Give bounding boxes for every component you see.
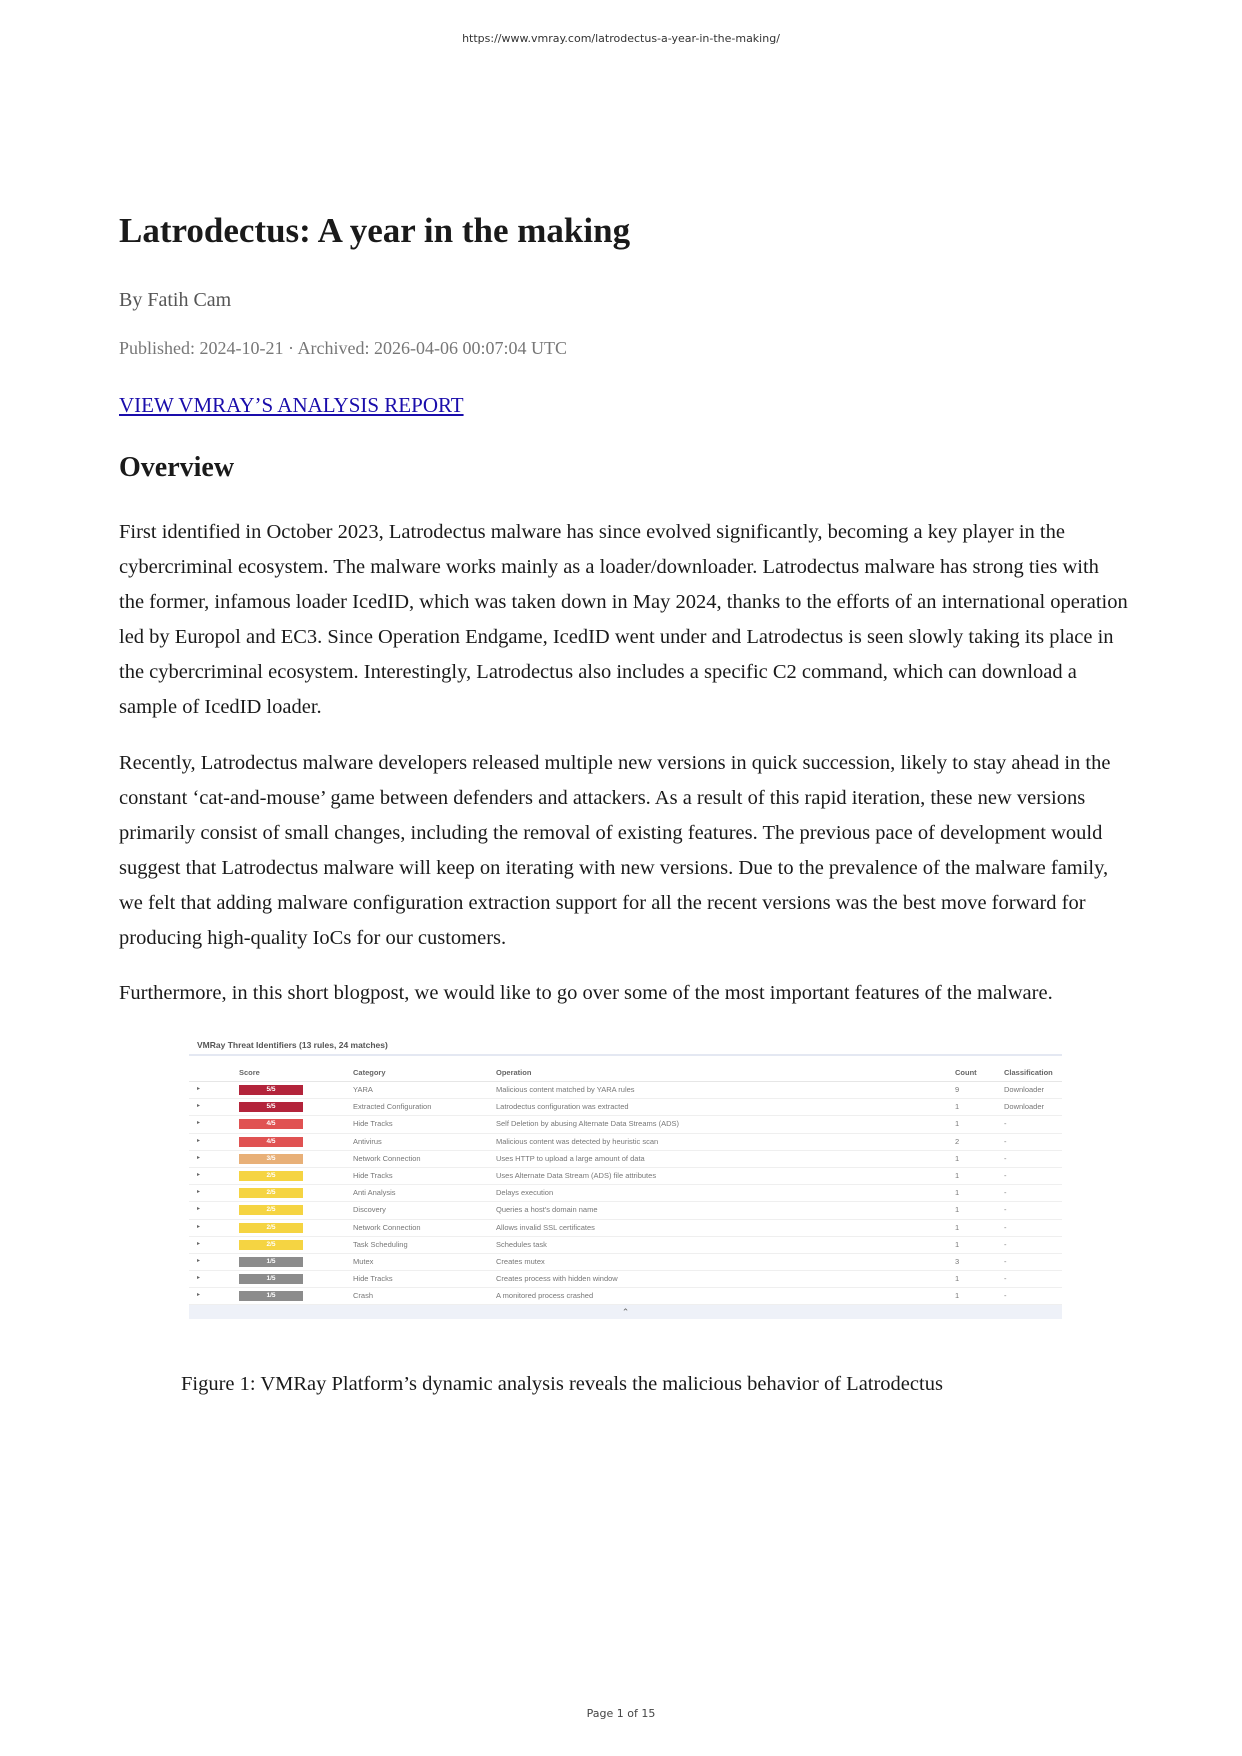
paragraph: Recently, Latrodectus malware developers released multiple new versions in quick succession, likely to stay ahead in the constant ‘cat-and-mouse’ game between defenders and attackers. As a result of this rapid iteration, these new versions primarily consist of small changes, including the removal of existing features. The previous pace of development would suggest that Latrodectus malware will keep on iterating with new versions. Due to the prevalence of the malware family, we felt that adding malware configuration extraction support for all the recent versions was the best move forward for producing high-quality IoCs for our customers. [119, 752, 1111, 949]
table-body [189, 1082, 1062, 1305]
score-badge: 2/5 [239, 1223, 303, 1233]
operation-cell: Creates process with hidden window [496, 1274, 618, 1284]
article-title: Latrodectus: A year in the making [119, 211, 631, 250]
score-badge: 5/5 [239, 1102, 303, 1112]
operation-cell: Delays execution [496, 1188, 554, 1198]
operation-cell: Uses HTTP to upload a large amount of data [496, 1153, 645, 1163]
classification-cell: - [1004, 1188, 1007, 1198]
operation-cell: Allows invalid SSL certificates [496, 1222, 595, 1232]
category-cell: YARA [353, 1085, 373, 1094]
table-row[interactable] [189, 1254, 1062, 1271]
classification-cell: - [1004, 1136, 1007, 1146]
table-row[interactable] [189, 1082, 1062, 1099]
classification-cell: - [1004, 1222, 1007, 1232]
operation-cell: Schedules task [496, 1239, 547, 1249]
score-badge: 4/5 [239, 1137, 303, 1147]
divider [189, 1054, 1062, 1056]
category-cell: Network Connection [353, 1222, 421, 1232]
count-cell: 2 [955, 1136, 960, 1146]
score-badge: 2/5 [239, 1240, 303, 1250]
count-cell: 1 [955, 1153, 960, 1163]
classification-cell: - [1004, 1170, 1007, 1180]
table-row[interactable] [189, 1202, 1062, 1219]
count-cell: 1 [955, 1222, 960, 1232]
classification-cell: - [1004, 1153, 1007, 1163]
expand-row-icon[interactable]: ▸ [197, 1103, 201, 1110]
category-cell: Network Connection [353, 1153, 421, 1163]
category-cell: Mutex [353, 1256, 374, 1266]
column-header-score: Score [239, 1068, 260, 1077]
category-cell: Anti Analysis [353, 1188, 396, 1198]
table-row[interactable] [189, 1134, 1062, 1151]
page-url: https://www.vmray.com/latrodectus-a-year-in-the-making/ [462, 32, 780, 45]
figure-caption: Figure 1: VMRay Platform’s dynamic analysis reveals the malicious behavior of Latrodectus [181, 1373, 943, 1395]
paragraph: First identified in October 2023, Latrodectus malware has since evolved significantly, becoming a key player in the cybercriminal ecosystem. The malware works mainly as a loader/downloader. Latrodectus malware has strong ties with the former, infamous loader IcedID, which was taken down in May 2024, thanks to the efforts of an international operation led by Europol and EC3. Since Operation Endgame, IcedID went under and Latrodectus is seen slowly taking its place in the cybercriminal ecosystem. Interestingly, Latrodectus also includes a specific C2 command, which can download a sample of IcedID loader. [119, 521, 1128, 718]
classification-cell: - [1004, 1274, 1007, 1284]
classification-cell: Downloader [1004, 1085, 1045, 1094]
score-badge: 4/5 [239, 1119, 303, 1129]
category-cell: Hide Tracks [353, 1119, 393, 1129]
chevron-up-icon: ⌃ [621, 1307, 630, 1317]
count-cell: 1 [955, 1188, 960, 1198]
category-cell: Hide Tracks [353, 1274, 393, 1284]
category-cell: Task Scheduling [353, 1239, 408, 1249]
score-badge: 2/5 [239, 1188, 303, 1198]
table-row[interactable] [189, 1116, 1062, 1133]
expand-row-icon[interactable]: ▸ [197, 1137, 201, 1144]
category-cell: Discovery [353, 1205, 386, 1215]
classification-cell: - [1004, 1291, 1007, 1301]
operation-cell: Malicious content matched by YARA rules [496, 1085, 635, 1094]
operation-cell: Malicious content was detected by heuristic scan [496, 1136, 659, 1146]
count-cell: 9 [955, 1085, 960, 1094]
score-badge: 2/5 [239, 1205, 303, 1215]
count-cell: 1 [955, 1274, 960, 1284]
expand-row-icon[interactable]: ▸ [197, 1275, 201, 1282]
score-badge: 2/5 [239, 1171, 303, 1181]
table-row[interactable] [189, 1099, 1062, 1116]
count-cell: 1 [955, 1102, 960, 1112]
expand-row-icon[interactable]: ▸ [197, 1257, 201, 1264]
view-analysis-report-link[interactable]: VIEW VMRAY’S ANALYSIS REPORT [119, 393, 464, 417]
threat-identifiers-figure [189, 1037, 1062, 1321]
expand-row-icon[interactable]: ▸ [197, 1171, 201, 1178]
expand-row-icon[interactable]: ▸ [197, 1223, 201, 1230]
column-header-count: Count [955, 1068, 977, 1077]
category-cell: Crash [353, 1291, 374, 1301]
column-header-category: Category [353, 1068, 386, 1077]
classification-cell: - [1004, 1205, 1007, 1215]
page-number: Page 1 of 15 [586, 1707, 656, 1720]
count-cell: 1 [955, 1205, 960, 1215]
figure-title: VMRay Threat Identifiers (13 rules, 24 matches) [197, 1040, 388, 1050]
column-header-operation: Operation [496, 1068, 532, 1077]
paragraph: Furthermore, in this short blogpost, we would like to go over some of the most important features of the malware. [119, 982, 1053, 1004]
section-heading-overview: Overview [119, 452, 235, 483]
article-byline: By Fatih Cam [119, 289, 232, 311]
operation-cell: Creates mutex [496, 1256, 545, 1266]
classification-cell: - [1004, 1119, 1007, 1129]
expand-row-icon[interactable]: ▸ [197, 1086, 201, 1092]
table-row[interactable] [189, 1168, 1062, 1185]
category-cell: Hide Tracks [353, 1170, 393, 1180]
table-row[interactable] [189, 1288, 1062, 1305]
count-cell: 1 [955, 1239, 960, 1249]
score-badge: 3/5 [239, 1154, 303, 1164]
count-cell: 3 [955, 1256, 960, 1266]
table-row[interactable] [189, 1220, 1062, 1237]
classification-cell: - [1004, 1256, 1007, 1266]
category-cell: Extracted Configuration [353, 1102, 432, 1112]
expand-row-icon[interactable]: ▸ [197, 1189, 201, 1196]
operation-cell: Queries a host's domain name [496, 1205, 598, 1215]
count-cell: 1 [955, 1119, 960, 1129]
count-cell: 1 [955, 1291, 960, 1301]
table-row[interactable] [189, 1185, 1062, 1202]
expand-row-icon[interactable]: ▸ [197, 1292, 201, 1299]
classification-cell: - [1004, 1239, 1007, 1249]
table-row[interactable] [189, 1237, 1062, 1254]
expand-row-icon[interactable]: ▸ [197, 1240, 201, 1247]
score-badge: 1/5 [239, 1274, 303, 1284]
expand-row-icon[interactable]: ▸ [197, 1206, 201, 1213]
score-badge: 1/5 [239, 1257, 303, 1267]
classification-cell: Downloader [1004, 1102, 1045, 1112]
operation-cell: Latrodectus configuration was extracted [496, 1102, 629, 1112]
category-cell: Antivirus [353, 1136, 382, 1146]
score-badge: 1/5 [239, 1291, 303, 1301]
collapse-table-button[interactable] [189, 1305, 1062, 1319]
column-header-classification: Classification [1004, 1068, 1053, 1077]
table-header [189, 1064, 1062, 1082]
operation-cell: Self Deletion by abusing Alternate Data Streams (ADS) [496, 1119, 680, 1129]
score-badge: 5/5 [239, 1085, 303, 1095]
count-cell: 1 [955, 1170, 960, 1180]
operation-cell: Uses Alternate Data Stream (ADS) file attributes [496, 1170, 657, 1180]
operation-cell: A monitored process crashed [496, 1291, 594, 1301]
expand-row-icon[interactable]: ▸ [197, 1154, 201, 1161]
table-row[interactable] [189, 1271, 1062, 1288]
article-meta: Published: 2024-10-21 · Archived: 2026-04-06 00:07:04 UTC [119, 338, 567, 358]
expand-row-icon[interactable]: ▸ [197, 1120, 201, 1127]
table-row[interactable] [189, 1151, 1062, 1168]
